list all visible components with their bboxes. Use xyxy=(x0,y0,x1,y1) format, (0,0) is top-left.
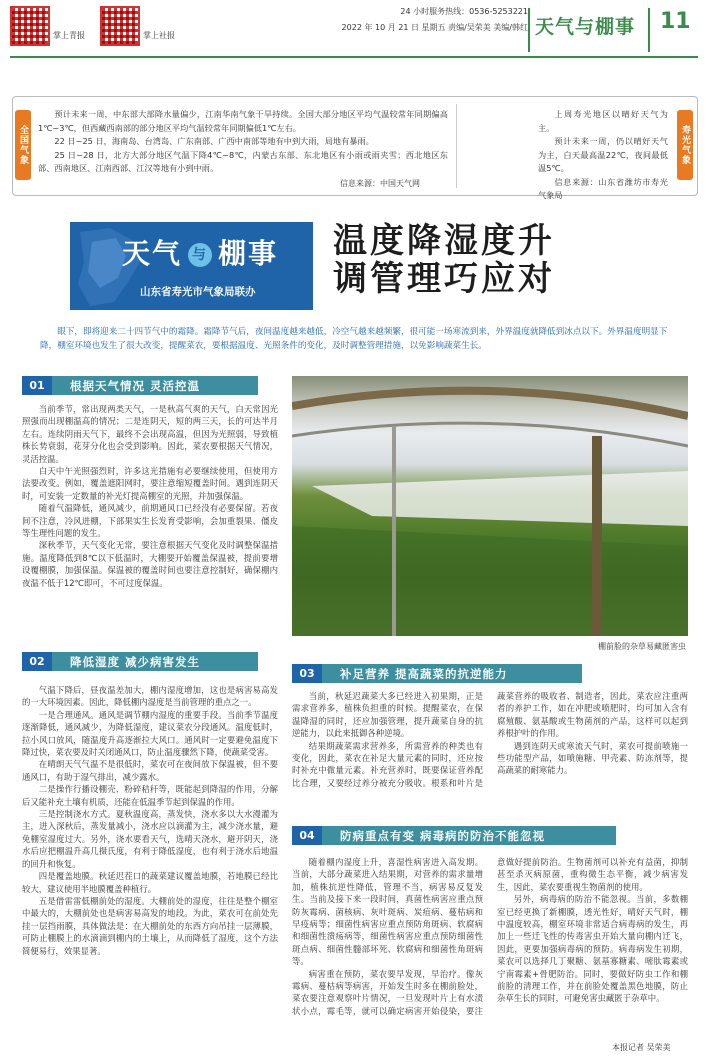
section-02-para: 四是覆盖地膜。秋延迟茬口的蔬菜建议覆盖地膜，若地膜已经比较大，建议使用半地膜覆盖种植行。 xyxy=(22,871,278,894)
section-04-header xyxy=(292,826,616,845)
section-02-body xyxy=(22,684,278,1056)
section-03-number: 03 xyxy=(292,664,322,683)
section-02-number: 02 xyxy=(22,652,52,671)
national-para-3: 25 日~28 日，北方大部分地区气温下降4℃~8℃，内蒙古东部、东北地区有小雨或雨夹雪；西北地区东部、西南地区、江南西部、江汉等地有小到中雨。 xyxy=(38,149,448,173)
section-02-para: 一是合理通风。通风是调节棚内湿度的重要手段。当前季节温度逐渐降低，通风减少，为降低湿度，建议菜农分段通风。温度低时，拉小风口放风，随温度升高逐渐拉大风口。通风时一定要避免温度下降过快，菜农要及时关闭通风口，防止温度骤然下降，使蔬菜受害。 xyxy=(22,709,278,758)
section-04-para: 随着棚内湿度上升，喜湿性病害进入高发期。当前，大部分蔬菜进入结果期，对营养的需求量增加，植株抗逆性降低，管理不当，病害易反复发生。当前及接下来一段时间，真菌性病害应重点预防灰霉病、菌核病、灰叶斑病、炭疽病、蔓枯病和早疫病等；细菌性病害应重点预防角斑病、软腐病和细菌性溃疡病等，细菌性病害应重点预防细菌性斑点病、细菌性髓部坏死、软腐病和细菌性角斑病等。 xyxy=(292,857,483,967)
section-01-para: 随着气温降低，通风减少，前期通风口已经没有必要保留。若夜间不注意，冷风进棚，下部果实生长发育受影响，会加重裂果、僵皮等生理性问题的发生。 xyxy=(22,503,278,539)
section-04-para: 另外，病毒病的防治不能忽视。当前，多数棚室已经更换了新棚膜，透光性好，晴好天气时，棚中温度较高，棚室环境非常适合病毒病的发生，再加上一些迁飞性的传毒害虫开始大量向棚内迁飞，因此，更要加强病毒病的预防。病毒病发生初期，菜农可以选择几丁聚糖、氨基寡糖素、嘧肽霉素或宁南霉素+骨肥防治。同时，要做好防虫工作和棚前脸的清理工作，并在前脸处覆盖黑色地膜，防止杂草生长的同时，可避免害虫藏匿于杂草中。 xyxy=(497,894,688,1004)
national-para-2: 22 日~25 日，海南岛、台湾岛、广东南部、广西中南部等地有中到大雨，局地有暴雨。 xyxy=(54,136,374,146)
section-01-para: 白天中午光照强烈时，许多这光措施有必要继续使用，但使用方法要改变。例如，覆盖遮阳网时，要注意缩短覆盖时间。遇到连阴天时，可安装一定数量的补光灯提高棚室的光照，并加强保温。 xyxy=(22,466,278,501)
hotline: 24 小时服务热线：0536-5253221 xyxy=(400,7,528,16)
section-02-header xyxy=(22,652,258,671)
local-para-1: 上周寿光地区以晴好天气为主。 xyxy=(538,109,668,133)
section-02-para: 三是控制浇水方式。夏秋温度高，蒸发快，浇水多以大水漫灌为主，进入深秋后，蒸发量减小，浇水应以滴灌为主，减少浇水量，避免棚室湿度过大。另外，浇水要看天气，选晴天浇水，避开阴天，浇水后应把棚温升高几摄氏度，有利于降低湿度，也有利于浇水后地温的回升和恢复。 xyxy=(22,809,278,869)
header-divider-2 xyxy=(648,8,650,52)
banner-title-a: 天气 xyxy=(122,237,183,270)
section-04-number: 04 xyxy=(292,826,322,845)
section-01-number: 01 xyxy=(22,376,52,395)
section-03-para: 遇到连阴天或寒流天气时，菜农可提前喷施一些功能型产品，如喷施糖、甲壳素、防冻剂等，提高蔬菜的耐寒能力。 xyxy=(497,740,688,776)
section-name: 天气与棚事 xyxy=(535,16,636,38)
section-02-para: 在晴朗天气气温不是很低时，菜农可在夜间放下保温被，但不要通风口，有助于湿气排出，减少露水。 xyxy=(22,759,278,782)
section-04-body xyxy=(292,856,688,1038)
local-source: 信息来源：山东省潍坊市寿光气象局 xyxy=(538,176,668,200)
section-02-para: 气温下降后，昼夜温差加大，棚内湿度增加，这也是病害易高发的一大环境因素。因此，降低棚内湿度是当前管理的重点之一。 xyxy=(22,685,278,708)
tab-local-weather[interactable]: 寿光气象 xyxy=(677,110,693,180)
national-source: 信息来源：中国天气网 xyxy=(340,179,420,188)
local-weather-text xyxy=(538,108,668,203)
banner-subtitle: 山东省寿光市气象局联办 xyxy=(140,286,256,298)
reporter-byline: 本报记者 吴荣美 xyxy=(612,1043,671,1052)
section-02-para: 二是操作行播设棚壳、粉碎秸秆等，既能起到降湿的作用，分解后又能补充土壤有机质，还能在低温季节起到保温的作用。 xyxy=(22,784,278,807)
section-02-title: 降低湿度 减少病害发生 xyxy=(52,652,258,671)
weather-divider xyxy=(456,104,457,188)
banner-title-amp: 与 xyxy=(188,243,212,267)
header-divider-1 xyxy=(528,8,530,52)
qr-code-2[interactable] xyxy=(100,6,140,46)
section-03-body xyxy=(292,690,688,808)
section-03-header xyxy=(292,664,582,683)
greenhouse-photo xyxy=(292,376,688,636)
section-01-para: 深秋季节，天气变化无常，要注意根据天气变化及时调整保温措施。温度降低到8℃以下低温时，大棚要开始覆盖保温被，提前要增设覆棚膜，加强保温。保温被的覆盖时间也要注意控制好，确保棚内夜温不低于12℃即可，不可过度保温。 xyxy=(22,540,278,588)
qr-code-1[interactable] xyxy=(10,6,50,46)
section-01-body xyxy=(22,403,278,638)
lead-paragraph: 眼下，即将迎来二十四节气中的霜降。霜降节气后，夜间温度越来越低，冷空气越来越频繁，很可能一场寒流到来，外界温度就降低到冰点以下。外界温度明显下降，棚室环境也发生了很大改变，提醒菜农，要根据温度、光照条件的变化，及时调整管理措施，以免影响蔬菜生长。 xyxy=(40,327,668,351)
banner-title-b: 棚事 xyxy=(218,237,279,270)
section-03-title: 补足营养 提高蔬菜的抗逆能力 xyxy=(322,664,582,683)
section-02-para: 五是借雷雷低棚前处的湿度。大棚前处的湿度，往往是整个棚室中最大的，大棚前处也是病害易高发的地段。为此，菜农可在前处先挂一层挡雨膜，具体做法是：在大棚前处的东西方向吊挂一层薄膜，可防止棚膜上的水滴滴到棚内的土壤上，从而降低了湿度，这个方法简便易行，效果显著。 xyxy=(22,895,278,956)
tab-national-weather[interactable]: 全国气象 xyxy=(15,110,31,180)
section-03-para: 结果期蔬菜需求营养多，所需营养的种类也有变化，因此，菜农在补足大量元素的同时，还应按时补充中微量元素。补充营养时，既要保证营养配比合理，又要经过养分被充分吸收。根系和叶片是蔬菜营养的吸收者、制造者，因此，菜农应注重两者的养护工作，如在冲肥或喷肥时，均可加入含有腐殖酸、氨基酸或生物菌剂的产品，这样可以起到养根护叶的作用。 xyxy=(292,691,688,788)
qr-label-1: 掌上青报 xyxy=(53,31,85,40)
national-weather-text xyxy=(38,108,448,176)
banner-title xyxy=(122,232,278,272)
section-01-para: 当前季节，常出现两类天气，一是秋高气爽的天气，白天常因光照强而出现棚温高的情况；二是连阴天，短的两三天，长的可达半月左右。连续阴雨天气下，最终不会出现高温，但因为光照弱，导致植株长势衰弱，花芽分化也会受到影响。因此，菜农要根据天气情况，灵活控温。 xyxy=(22,404,278,464)
headline-line-1: 温度降湿度升 xyxy=(333,221,555,261)
section-01-header xyxy=(22,376,258,395)
national-para-1: 预计未来一周，中东部大部降水量偏少，江南华南气象干旱持续。全国大部分地区平均气温较常年同期偏高1℃~3℃，但西藏西南部的部分地区平均气温较常年同期偏低1℃左右。 xyxy=(38,109,448,133)
section-04-title: 防病重点有变 病毒病的防治不能忽视 xyxy=(322,826,616,845)
page-number: 11 xyxy=(660,9,691,34)
section-01-title: 根据天气情况 灵活控温 xyxy=(52,376,258,395)
section-04-para: 病害重在预防，菜农要早发现，早治疗。像灰霉病、蔓枯病等病害，开始发生时多在棚前脸处，菜农要注意观察叶片情况，一旦发现叶片上有水渍状小点，霉毛等，就可以确定病害开始侵染，要注意做好提前防治。生物菌剂可以补充有益菌，抑制甚至杀灭病原菌，重构微生态平衡，减少病害发生，因此，菜农要重视生物菌剂的使用。 xyxy=(292,857,688,1016)
headline xyxy=(333,222,555,298)
header-rule xyxy=(10,56,698,58)
qr-label-2: 掌上社报 xyxy=(143,31,175,40)
headline-line-2: 调管理巧应对 xyxy=(333,259,555,299)
greenhouse-photo-illustration xyxy=(292,376,688,636)
dateline: 2022 年 10 月 21 日 星期五 责编/吴荣美 美编/韩红 xyxy=(341,23,528,32)
section-03-para: 当前，秋延迟蔬菜大多已经进入初果期，正是需求营养多，植株负担重的时候。提醒菜农，在保温降湿的同时，还应加强管理，提升蔬菜自身的抗逆能力，以此来抵御各种逆境。 xyxy=(292,691,483,739)
photo-caption: 棚前脸的杂草易藏匿害虫 xyxy=(598,642,686,651)
column-banner xyxy=(70,222,313,310)
local-para-2: 预计未来一周，仍以晴好天气为主，白天最高温22℃，夜间最低温5℃。 xyxy=(538,136,668,173)
